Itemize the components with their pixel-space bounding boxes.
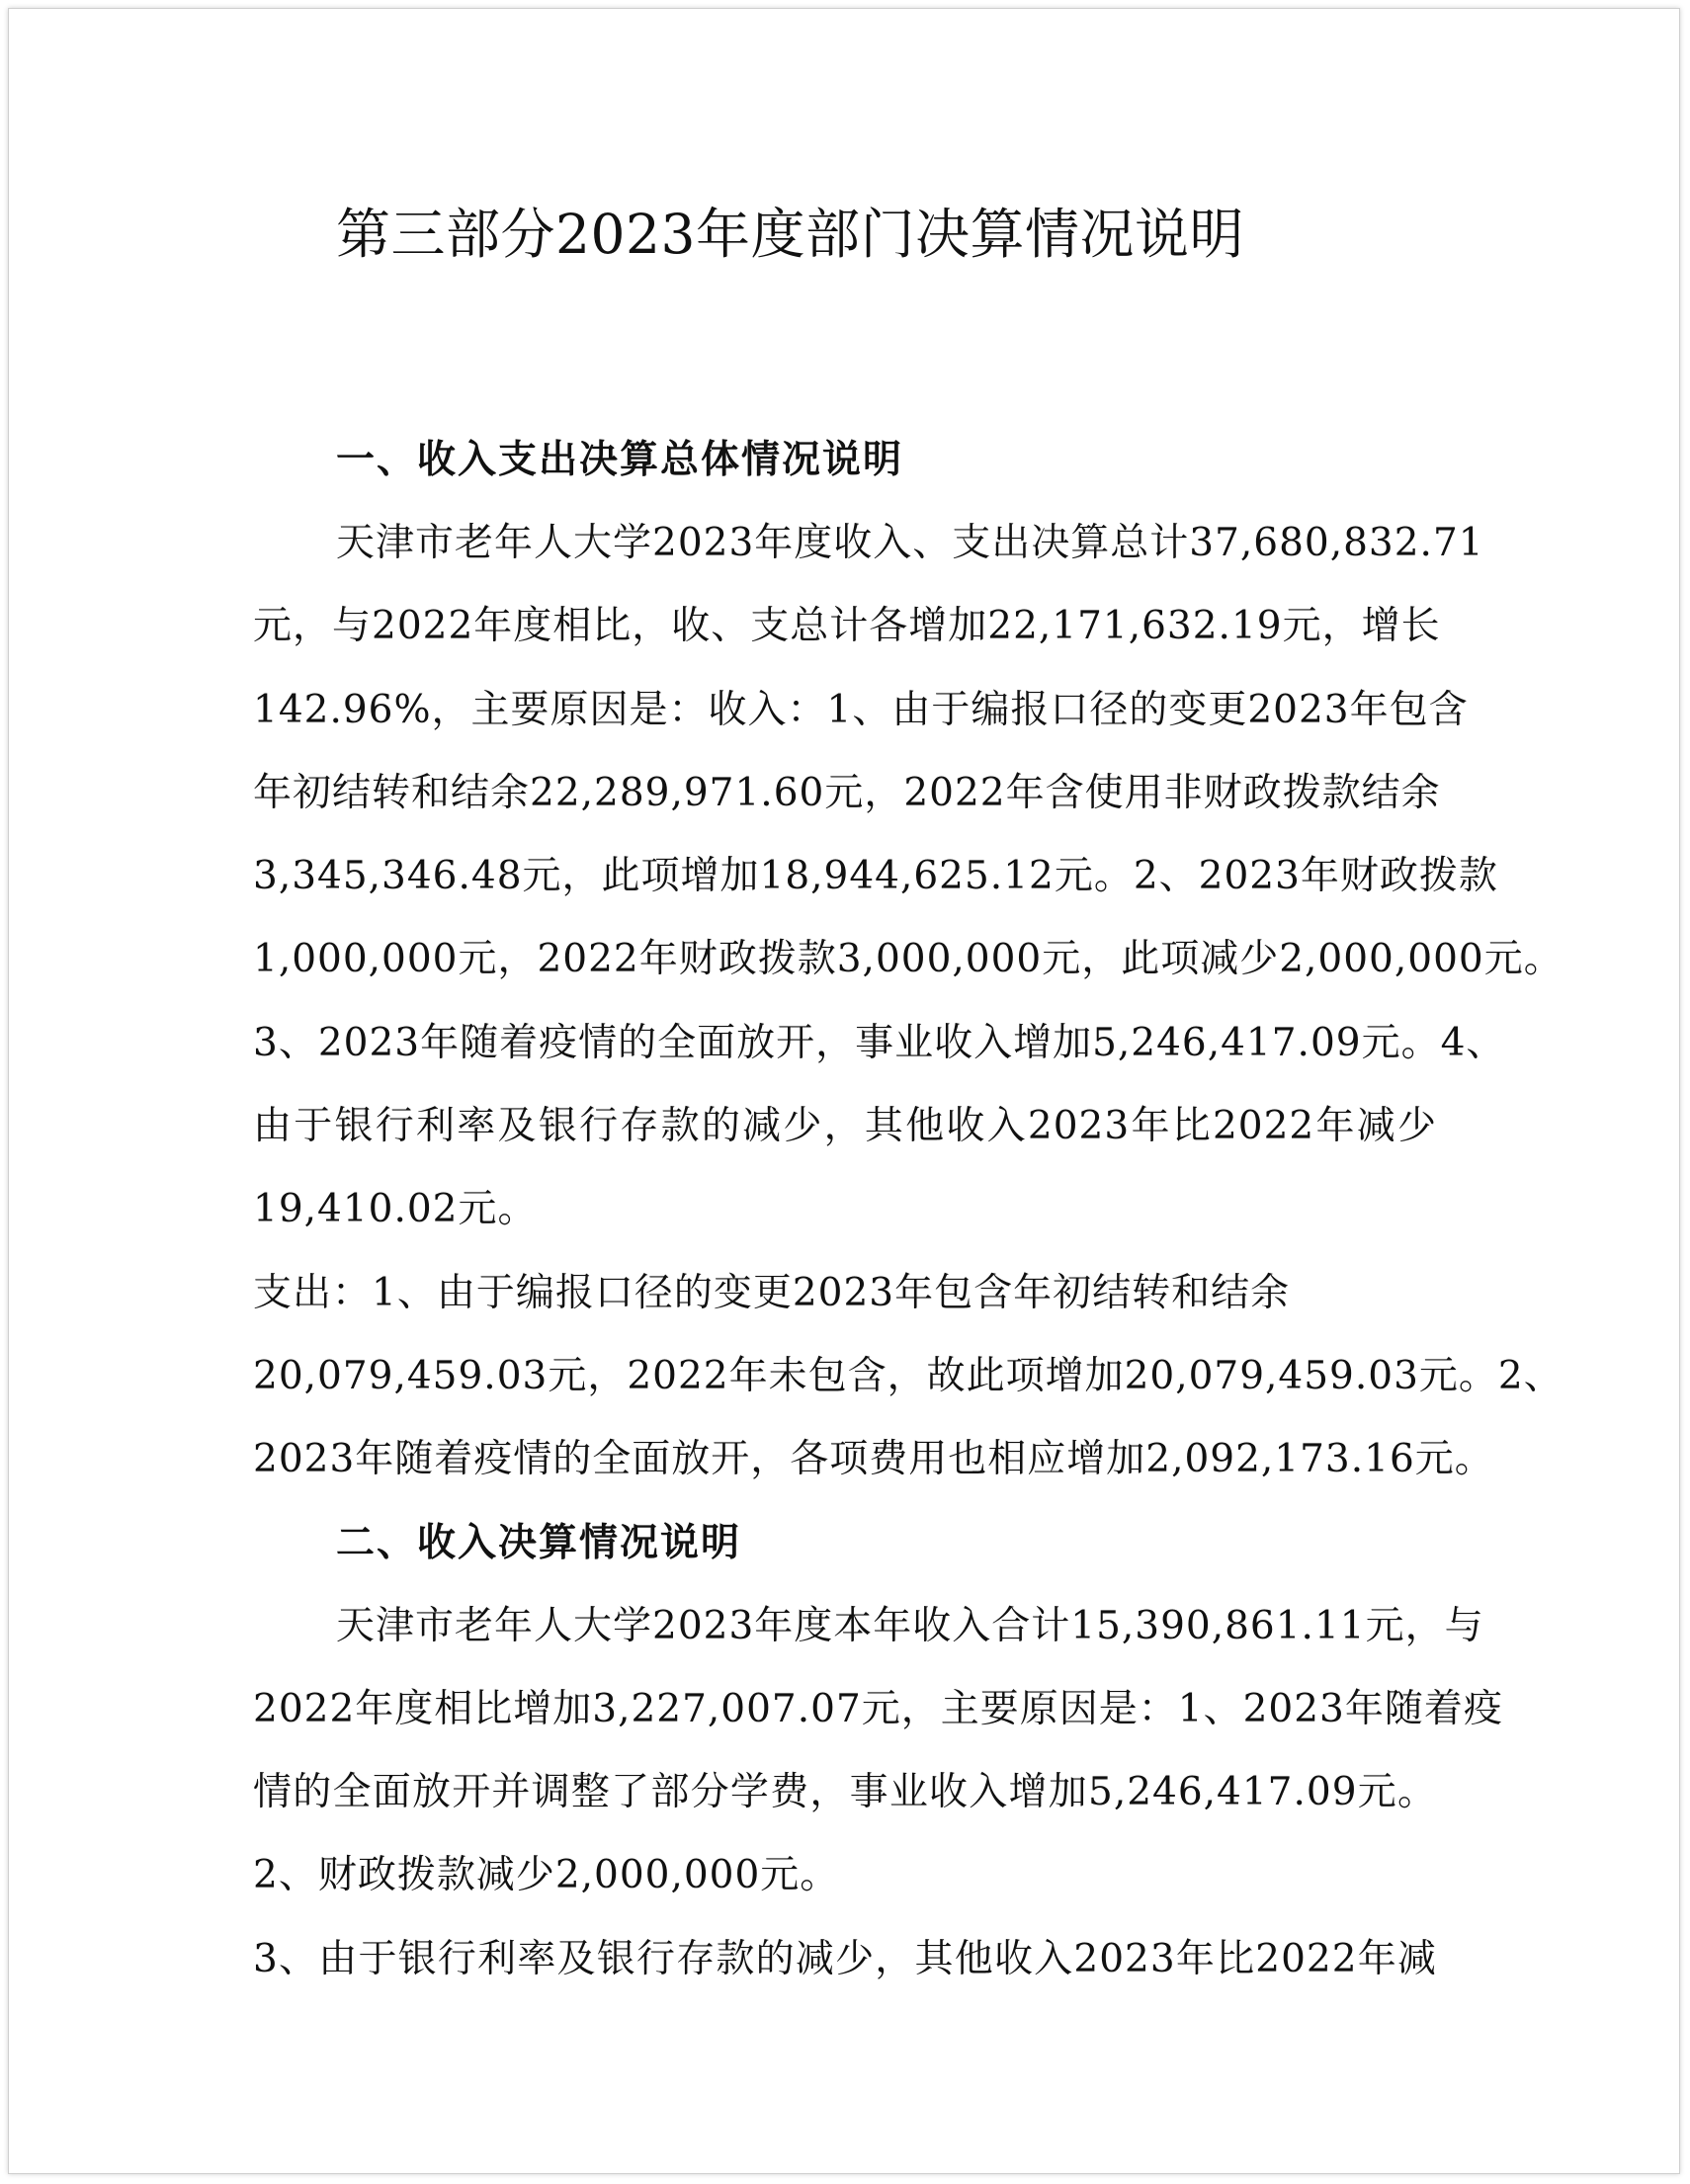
text-line: 情的全面放开并调整了部分学费，事业收入增加5,246,417.09元。 (253, 1770, 1437, 1815)
title-spacing (253, 271, 1437, 419)
document-title: 第三部分2023年度部门决算情况说明 (336, 203, 1244, 266)
text-line: 天津市老年人大学2023年度收入、支出决算总计37,680,832.71 (336, 521, 1484, 565)
document-body (253, 198, 1563, 2001)
text-line: 2022年度相比增加3,227,007.07元，主要原因是：1、2023年随着疫 (253, 1686, 1503, 1731)
section-heading-1: 一、收入支出决算总体情况说明 (336, 438, 904, 482)
section-heading-2: 二、收入决算情况说明 (336, 1520, 742, 1565)
section1-paragraph (253, 502, 1563, 1502)
text-line: 3,345,346.48元，此项增加18,944,625.12元。2、2023年财政拨款 (253, 854, 1498, 899)
text-line: 3、2023年随着疫情的全面放开，事业收入增加5,246,417.09元。4、 (253, 1020, 1506, 1065)
text-line: 2、财政拨款减少2,000,000元。 (253, 1853, 840, 1898)
text-line: 2023年随着疫情的全面放开，各项费用也相应增加2,092,173.16元。 (253, 1437, 1494, 1482)
text-line: 3、由于银行利率及银行存款的减少，其他收入2023年比2022年减 (253, 1936, 1437, 1981)
text-line: 元，与2022年度相比，收、支总计各增加22,171,632.19元，增长 (253, 604, 1441, 649)
text-line: 支出：1、由于编报口径的变更2023年包含年初结转和结余 (253, 1270, 1291, 1315)
text-line: 142.96%，主要原因是：收入：1、由于编报口径的变更2023年包含 (253, 687, 1469, 732)
text-line: 20,079,459.03元，2022年未包含，故此项增加20,079,459.03元。2、 (253, 1353, 1563, 1398)
text-line: 1,000,000元，2022年财政拨款3,000,000元，此项减少2,000,000元。 (253, 937, 1563, 982)
text-line: 19,410.02元。 (253, 1187, 538, 1232)
section2-paragraph (253, 1585, 1503, 2001)
text-line: 年初结转和结余22,289,971.60元，2022年含使用非财政拨款结余 (253, 770, 1441, 815)
text-line: 天津市老年人大学2023年度本年收入合计15,390,861.11元，与 (336, 1603, 1484, 1648)
text-line: 由于银行利率及银行存款的减少，其他收入2023年比2022年减少 (253, 1104, 1437, 1149)
